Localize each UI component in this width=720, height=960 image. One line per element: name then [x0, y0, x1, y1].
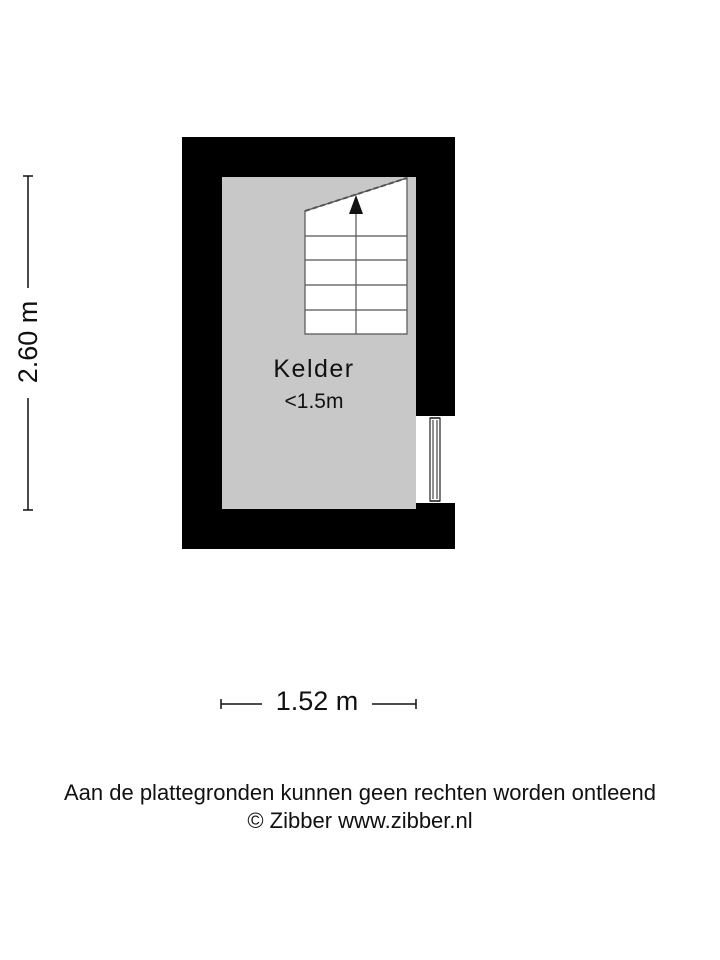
room-name: Kelder [273, 355, 355, 383]
window-icon [416, 416, 455, 503]
footer-copyright: © Zibber www.zibber.nl [247, 808, 473, 833]
dimension-width: 1.52 m [275, 686, 359, 716]
room-height-note: <1.5m [284, 390, 344, 413]
footer-disclaimer: Aan de plattegronden kunnen geen rechten worden ontleend [63, 780, 657, 805]
dimension-depth: 2.60 m [13, 300, 43, 384]
